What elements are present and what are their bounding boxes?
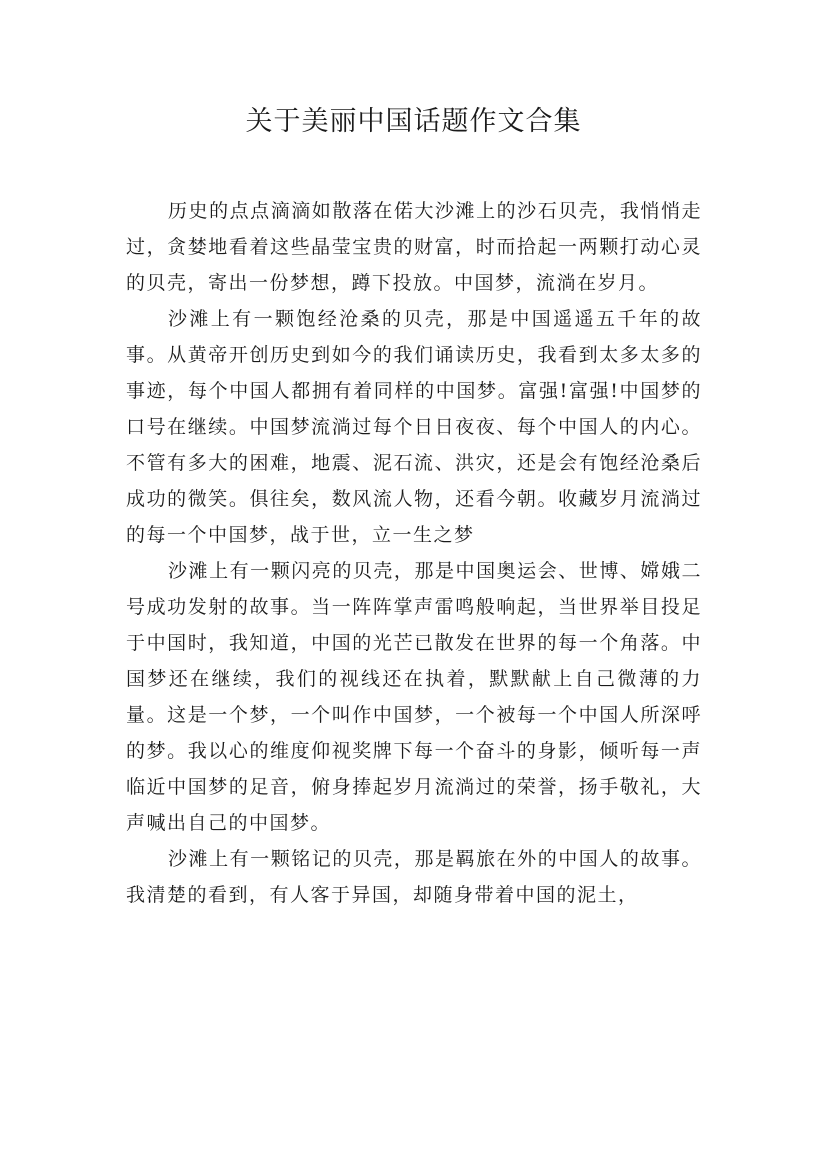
paragraph: 历史的点点滴滴如散落在偌大沙滩上的沙石贝壳，我悄悄走过，贪婪地看着这些晶莹宝贵的财富，时而拾起一两颗打动心灵的贝壳，寄出一份梦想，蹲下投放。中国梦，流淌在岁月。 — [126, 200, 702, 294]
paragraph: 沙滩上有一颗铭记的贝壳，那是羁旅在外的中国人的故事。我清楚的看到，有人客于异国，却随身带着中国的泥土， — [126, 848, 702, 906]
paragraph: 沙滩上有一颗闪亮的贝壳，那是中国奥运会、世博、嫦娥二号成功发射的故事。当一阵阵掌声雷鸣般响起，当世界举目投足于中国时，我知道，中国的光芒已散发在世界的每一个角落。中国梦还在继续，我们的视线还在执着，默默献上自己微薄的力量。这是一个梦，一个叫作中国梦，一个被每一个中国人所深呼的梦。我以心的维度仰视奖牌下每一个奋斗的身影，倾听每一声临近中国梦的足音，俯身捧起岁月流淌过的荣誉，扬手敬礼，大声喊出自己的中国梦。 — [126, 560, 702, 834]
document-title: 关于美丽中国话题作文合集 — [245, 106, 582, 137]
paragraph: 沙滩上有一颗饱经沧桑的贝壳，那是中国遥遥五千年的故事。从黄帝开创历史到如今的我们诵读历史，我看到太多太多的事迹，每个中国人都拥有着同样的中国梦。富强!富强!中国梦的口号在继续。中国梦流淌过每个日日夜夜、每个中国人的内心。不管有多大的困难，地震、泥石流、洪灾，还是会有饱经沧桑后成功的微笑。俱往矣，数风流人物，还看今朝。收藏岁月流淌过的每一个中国梦，战于世，立一生之梦 — [126, 308, 702, 546]
document-body — [126, 193, 702, 913]
